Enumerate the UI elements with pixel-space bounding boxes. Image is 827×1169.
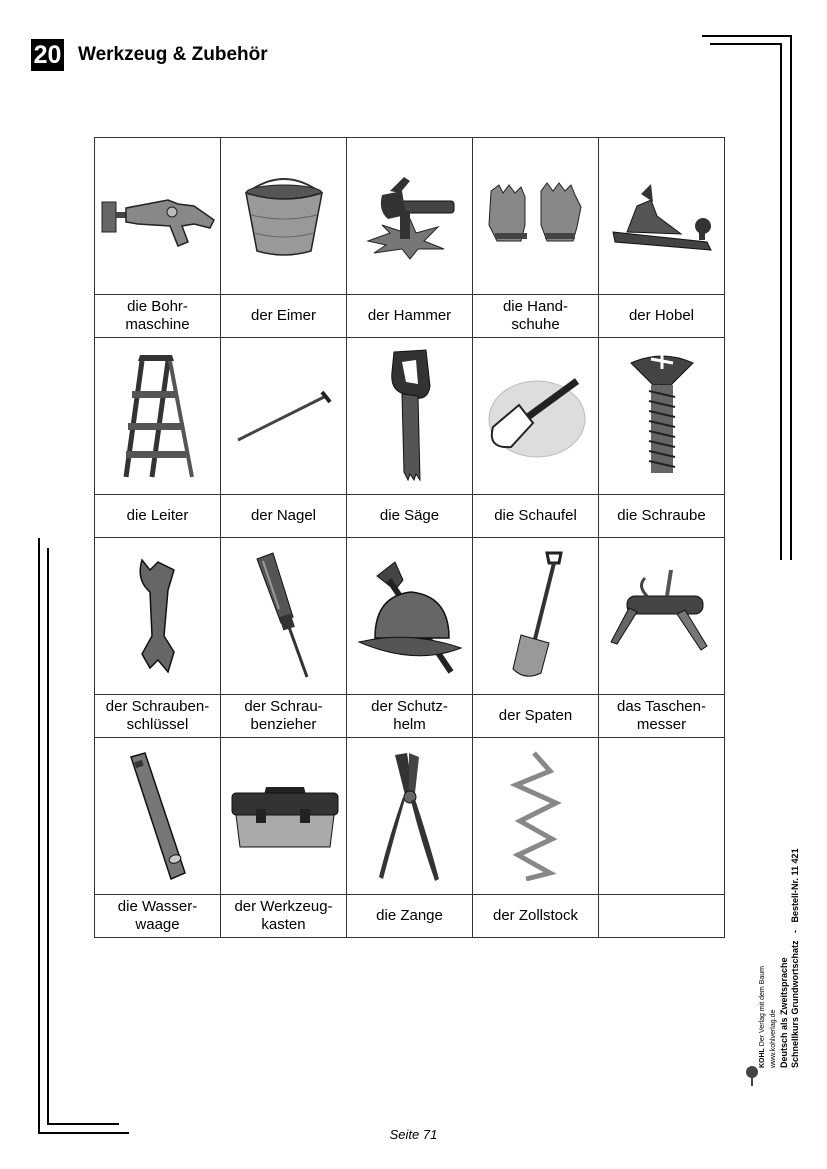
publisher-logo: KOHL — [759, 1048, 766, 1068]
helmet-icon — [355, 556, 465, 676]
picture-cell — [473, 338, 599, 495]
picture-cell — [221, 538, 347, 695]
gloves-icon — [481, 181, 591, 251]
picture-cell — [95, 338, 221, 495]
vocab-label: der Zollstock — [473, 895, 599, 938]
empty-picture-cell — [599, 738, 725, 895]
plane-icon — [607, 176, 717, 256]
screw-icon — [627, 351, 697, 481]
picture-row — [95, 738, 725, 895]
bucket-icon — [239, 171, 329, 261]
ladder-icon — [118, 351, 198, 481]
wrench-icon — [128, 556, 188, 676]
picture-row — [95, 538, 725, 695]
vocab-label: die Wasser- waage — [95, 895, 221, 938]
picture-cell — [473, 538, 599, 695]
frame-line-top-2 — [710, 43, 781, 45]
picture-row — [95, 138, 725, 295]
vocab-label: der Schrauben- schlüssel — [95, 695, 221, 738]
picture-cell — [599, 338, 725, 495]
picture-cell — [221, 138, 347, 295]
spade-icon — [501, 551, 571, 681]
vocab-label: der Spaten — [473, 695, 599, 738]
spirit-level-icon — [123, 751, 193, 881]
frame-line-right-1 — [790, 35, 792, 560]
tree-logo-icon — [744, 1065, 760, 1087]
picture-row — [95, 338, 725, 495]
folding-rule-icon — [506, 751, 566, 881]
vocab-label: der Werkzeug- kasten — [221, 895, 347, 938]
label-row — [95, 895, 725, 938]
vocab-label: der Eimer — [221, 295, 347, 338]
picture-cell — [599, 138, 725, 295]
saw-icon — [380, 346, 440, 486]
nail-icon — [234, 386, 334, 446]
series-line: Deutsch als Zweitsprache — [779, 957, 789, 1068]
picture-cell — [347, 138, 473, 295]
vocab-label: die Säge — [347, 495, 473, 538]
vocab-label: die Hand- schuhe — [473, 295, 599, 338]
vocab-label: der Schutz- helm — [347, 695, 473, 738]
picture-cell — [221, 338, 347, 495]
drill-icon — [98, 176, 218, 256]
publisher-tagline — [757, 738, 768, 1068]
empty-label-cell — [599, 895, 725, 938]
frame-line-top-1 — [702, 35, 792, 37]
toolbox-icon — [226, 781, 342, 851]
picture-cell — [347, 538, 473, 695]
frame-line-left-2 — [47, 548, 49, 1125]
vocab-label: der Schrau- benzieher — [221, 695, 347, 738]
shovel-icon — [481, 371, 591, 461]
publisher-tagline-text: Der Verlag mit dem Baum — [759, 966, 766, 1047]
picture-cell — [599, 538, 725, 695]
picture-cell — [347, 338, 473, 495]
label-row — [95, 695, 725, 738]
sidebar-publisher-info — [757, 738, 801, 1068]
vocab-label: der Nagel — [221, 495, 347, 538]
picture-cell — [221, 738, 347, 895]
vocab-label: die Schraube — [599, 495, 725, 538]
order-line: Schnellkurs Grundwortschatz - Bestell-Nr. 11 421 — [790, 848, 800, 1068]
label-row — [95, 295, 725, 338]
frame-line-right-2 — [780, 43, 782, 560]
vocab-label: der Hobel — [599, 295, 725, 338]
picture-cell — [347, 738, 473, 895]
lesson-number: 20 — [31, 39, 64, 71]
picture-cell — [95, 138, 221, 295]
picture-cell — [95, 738, 221, 895]
picture-cell — [473, 738, 599, 895]
pliers-icon — [375, 751, 445, 881]
vocab-label: der Hammer — [347, 295, 473, 338]
page-number: Seite 71 — [389, 1127, 438, 1142]
label-row — [95, 495, 725, 538]
vocab-label: das Taschen- messer — [599, 695, 725, 738]
vocab-label: die Bohr- maschine — [95, 295, 221, 338]
vocab-label: die Schaufel — [473, 495, 599, 538]
frame-line-bottom-2 — [47, 1123, 119, 1125]
picture-cell — [473, 138, 599, 295]
hammer-icon — [360, 171, 460, 261]
vocabulary-table — [94, 137, 725, 938]
screwdriver-icon — [249, 551, 319, 681]
picture-cell — [95, 538, 221, 695]
vocab-label: die Zange — [347, 895, 473, 938]
publisher-url: www.kohlverlag.de — [770, 1009, 777, 1068]
page-title: Werkzeug & Zubehör — [78, 44, 268, 65]
frame-line-left-1 — [38, 538, 40, 1134]
vocab-label: die Leiter — [95, 495, 221, 538]
pocket-knife-icon — [607, 566, 717, 666]
